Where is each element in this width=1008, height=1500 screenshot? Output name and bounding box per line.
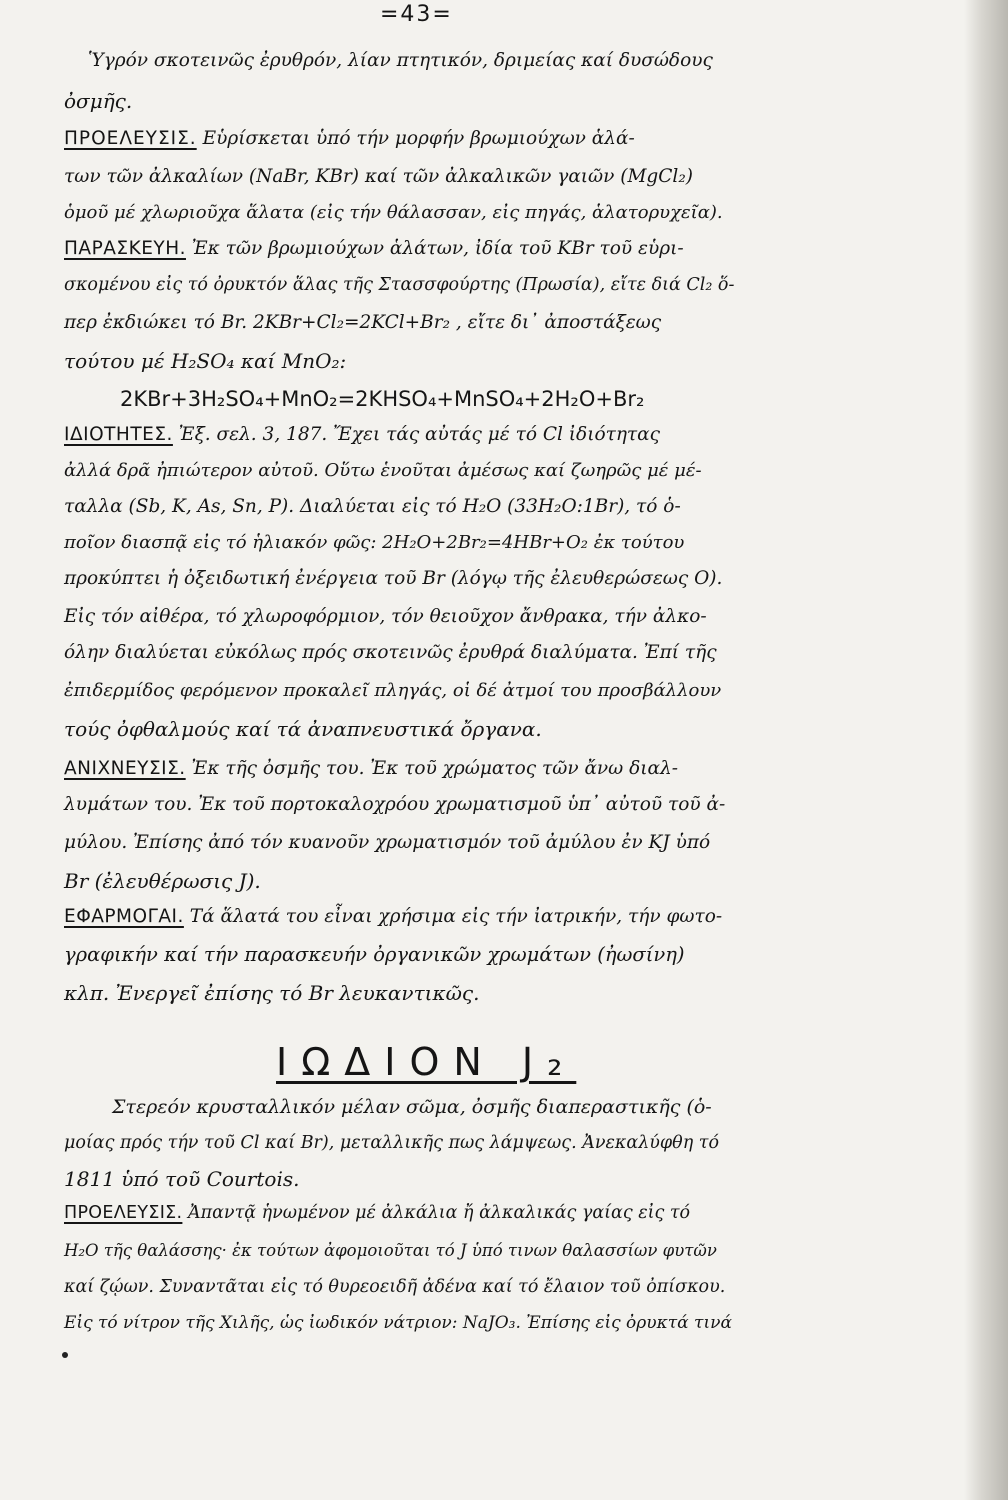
text-line: Br (ἐλευθέρωσις J). (64, 869, 261, 893)
text-line: σκομένου εἰς τό ὀρυκτόν ἅλας τῆς Στασσφούρτης (Πρωσία), εἴτε διά Cl₂ ὅ- (64, 275, 735, 295)
page-edge-shadow (964, 0, 1008, 1500)
text-line: H₂O τῆς θαλάσσης· ἐκ τούτων ἀφομοιοῦται τό J ὑπό τινων θαλασσίων φυτῶν (64, 1241, 717, 1260)
text-line: ἐπιδερμίδος φερόμενον προκαλεῖ πληγάς, οἱ δέ ἀτμοί του προσβάλλουν (64, 680, 722, 701)
text-line: μοίας πρός τήν τοῦ Cl καί Br), μεταλλικῆς πως λάμψεως. Ἀνεκαλύφθη τό (64, 1133, 719, 1153)
text-line: λυμάτων του. Ἐκ τοῦ πορτοκαλοχρόου χρωματισμοῦ ὑπ᾿ αὐτοῦ τοῦ ἀ- (64, 794, 726, 815)
chapter-title-iodion: ΙΩΔΙΟΝ J₂ (276, 1040, 577, 1084)
heading-text: Εὑρίσκεται ὑπό τήν μορφήν βρωμιούχων ἁλά- (196, 128, 635, 149)
section-heading-idiotetes (64, 422, 660, 448)
section-heading-proeleusis (64, 126, 635, 152)
ink-dot (62, 1352, 68, 1358)
section-heading-anichneusis (64, 756, 678, 782)
text-line: κλπ. Ἐνεργεῖ ἐπίσης τό Br λευκαντικῶς. (64, 981, 480, 1005)
heading-label: ΠΡΟΕΛΕΥΣΙΣ. (64, 128, 197, 149)
text-line: όλην διαλύεται εὐκόλως πρός σκοτεινῶς ἐρυθρά διαλύματα. Ἐπί τῆς (64, 642, 717, 663)
text-line: ποῖον διασπᾷ εἰς τό ἡλιακόν φῶς: 2H₂O+2Br₂=4HBr+O₂ ἐκ τούτου (64, 532, 685, 553)
text-line: περ ἐκδιώκει τό Br. 2KBr+Cl₂=2KCl+Br₂ , εἴτε δι᾿ ἀποστάξεως (64, 312, 662, 333)
heading-text: Ἐκ τῶν βρωμιούχων ἁλάτων, ἰδία τοῦ KBr τοῦ εὑρι- (185, 238, 684, 259)
heading-label: ΙΔΙΟΤΗΤΕΣ. (64, 424, 173, 445)
text-line: ὀσμῆς. (64, 89, 133, 113)
section-heading-paraskeue (64, 236, 684, 262)
heading-text: Ἐκ τῆς ὀσμῆς του. Ἐκ τοῦ χρώματος τῶν ἄνω διαλ- (185, 758, 679, 779)
text-line: Εἰς τόν αἰθέρα, τό χλωροφόρμιον, τόν θειοῦχον ἄνθρακα, τήν ἀλκο- (64, 606, 707, 627)
heading-label: ΠΑΡΑΣΚΕΥΗ. (64, 238, 186, 259)
page-number: =43= (380, 2, 453, 27)
heading-label: ΠΡΟΕΛΕΥΣΙΣ. (64, 1203, 183, 1223)
text-line: προκύπτει ἡ ὀξειδωτική ἐνέργεια τοῦ Br (λόγῳ τῆς ἐλευθερώσεως O). (64, 568, 723, 589)
section-heading-proeleusis-iodion (64, 1200, 690, 1226)
section-heading-efarmogai (64, 904, 722, 930)
text-line: τούς ὀφθαλμούς καί τά ἀναπνευστικά ὄργανα. (64, 717, 542, 741)
text-line: 1811 ὑπό τοῦ Courtois. (64, 1167, 300, 1191)
text-line: Στερεόν κρυσταλλικόν μέλαν σῶμα, ὀσμῆς διαπεραστικῆς (ὁ- (112, 1096, 712, 1118)
heading-text: Ἀπαντᾷ ἡνωμένον μέ ἀλκάλια ἤ ἀλκαλικάς γαίας εἰς τό (182, 1203, 691, 1223)
heading-label: ΑΝΙΧΝΕΥΣΙΣ. (64, 758, 186, 779)
text-line: μύλου. Ἐπίσης ἀπό τόν κυανοῦν χρωματισμόν τοῦ ἀμύλου ἐν KJ ὑπό (64, 832, 711, 853)
text-line: ἀλλά δρᾶ ἠπιώτερον αὐτοῦ. Οὕτω ἑνοῦται ἀμέσως καί ζωηρῶς μέ μέ- (64, 460, 702, 481)
text-line: Ὑγρόν σκοτεινῶς ἐρυθρόν, λίαν πτητικόν, δριμείας καί δυσώδους (88, 50, 713, 71)
text-line: Εἰς τό νίτρον τῆς Χιλῆς, ὡς ἰωδικόν νάτριον: NaJO₃. Ἐπίσης εἰς ὀρυκτά τινά (64, 1313, 732, 1333)
text-line: γραφικήν καί τήν παρασκευήν ὀργανικῶν χρωμάτων (ἠωσίνη) (64, 943, 685, 966)
text-line: των τῶν ἀλκαλίων (NaBr, KBr) καί τῶν ἀλκαλικῶν γαιῶν (MgCl₂) (64, 166, 693, 187)
equation-line: 2KBr+3H₂SO₄+MnO₂=2KHSO₄+MnSO₄+2H₂O+Br₂ (120, 387, 645, 411)
text-line: καί ζῴων. Συναντᾶται εἰς τό θυρεοειδῆ ἀδένα καί τό ἔλαιον τοῦ ὀπίσκου. (64, 1277, 726, 1297)
heading-text: Ἐξ. σελ. 3, 187. Ἔχει τάς αὐτάς μέ τό Cl ἰδιότητας (172, 424, 660, 445)
heading-text: Τά ἅλατά του εἶναι χρήσιμα εἰς τήν ἰατρικήν, τήν φωτο- (183, 906, 723, 927)
text-line: ὁμοῦ μέ χλωριοῦχα ἅλατα (εἰς τήν θάλασσαν, εἰς πηγάς, ἁλατορυχεῖα). (64, 202, 723, 223)
heading-label: ΕΦΑΡΜΟΓΑΙ. (64, 906, 184, 927)
text-line: τούτου μέ H₂SO₄ καί MnO₂: (64, 349, 347, 373)
text-line: ταλλα (Sb, K, As, Sn, P). Διαλύεται εἰς τό H₂O (33H₂O:1Br), τό ὁ- (64, 496, 681, 517)
